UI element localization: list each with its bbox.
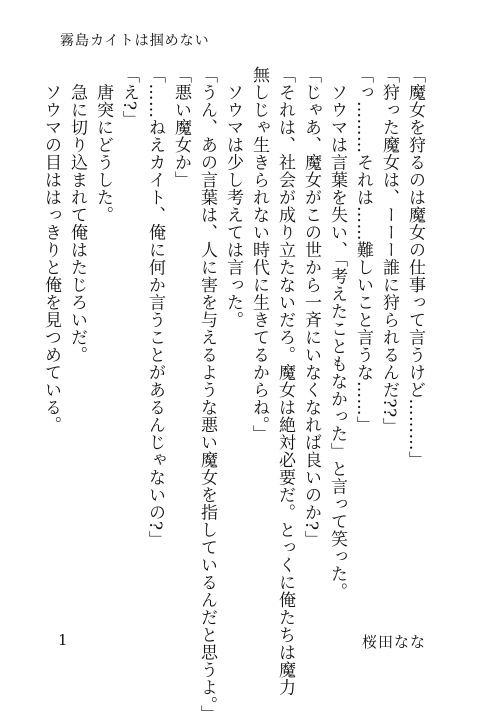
text-line: 「え?」 (119, 66, 139, 129)
text-line: 「じゃあ、魔女がこの世から一斉にいなくなれば良いのか?」 (301, 66, 321, 549)
text-line: 唐突にどうした。 (93, 66, 113, 224)
page-title: 霧島カイトは掴めない (60, 33, 210, 49)
text-line: 「それは、社会が成り立たないだろ。魔女は絶対必要だ。とっくに俺たちは魔力 (275, 66, 295, 696)
text-line: ソウマは言葉を失い、「考えたこともなかった」と言って笑った。 (327, 66, 347, 600)
text-line: 「うん、あの言葉は、人に害を与えるような悪い魔女を指しているんだと思うよ。」 (197, 66, 217, 723)
text-line: 「っ………それは……難しいこと言うな……」 (353, 66, 373, 434)
text-line: 急に切り込まれて俺はたじろいだ。 (67, 66, 87, 364)
text-line: 無しじゃ生きられない時代に生きてるからね。」 (249, 66, 269, 443)
author-name: 桜田なな (361, 633, 426, 651)
text-line: ソウマは少し考えては言った。 (223, 66, 243, 329)
text-line: ソウマの目ははっきりと俺を見つめている。 (41, 66, 61, 434)
text-line: 「悪い魔女か」 (171, 66, 191, 189)
page-number: 1 (58, 631, 68, 649)
text-line: 「……ねえカイト、俺に何か言うことがあるんじゃないの?」 (145, 66, 165, 549)
text-line: 「魔女を狩るのは魔女の仕事って言うけど………」 (405, 66, 425, 469)
text-line: 「狩った魔女は、ーーー誰に狩られるんだ??」 (379, 66, 399, 436)
